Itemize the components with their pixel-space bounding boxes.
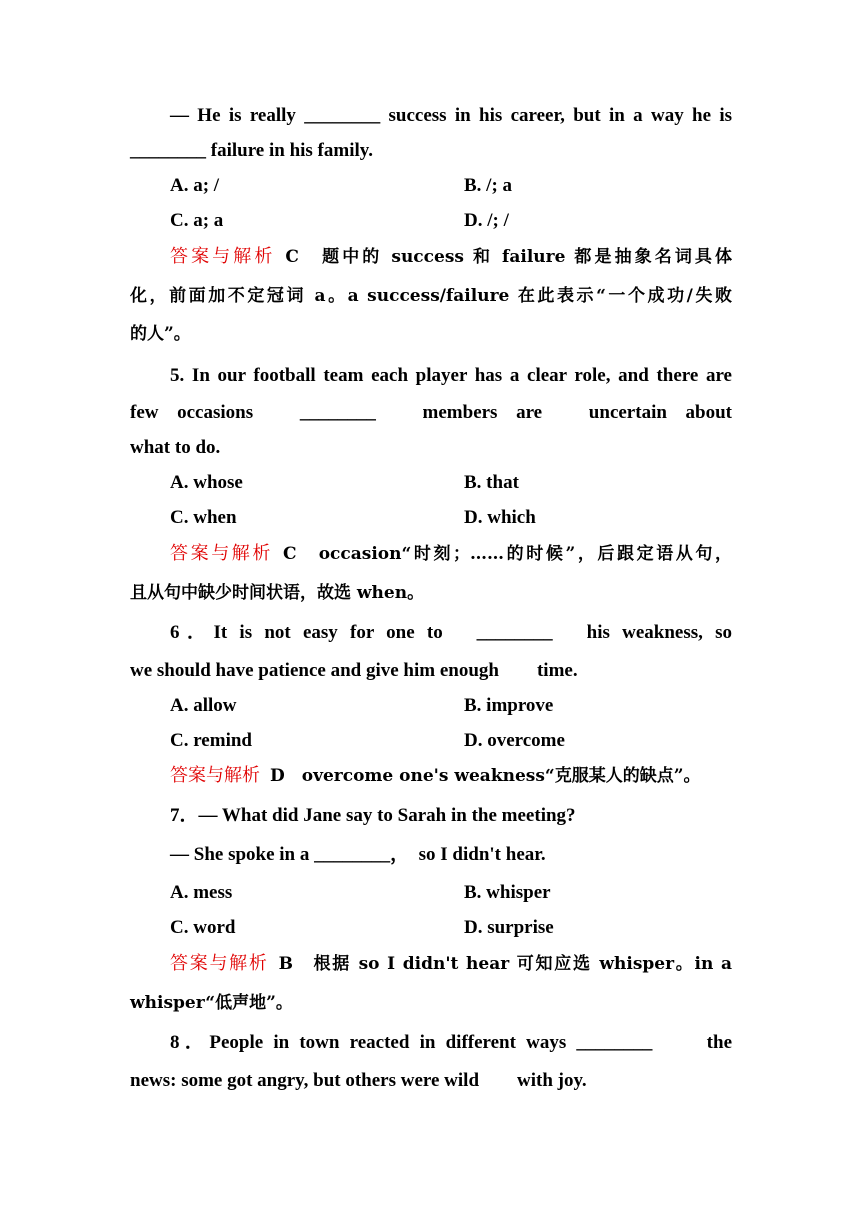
- q6-option-d: D. overcome: [464, 730, 565, 751]
- q7-stem-line-2: — She spoke in a ________， so I didn't hear.: [170, 844, 546, 865]
- q7-answer-line-2: whisper“低声地”。: [130, 993, 293, 1013]
- q7-option-c: C. word: [170, 917, 236, 938]
- q4-answer-line-1: [170, 242, 732, 272]
- answer-label: 答案与解析: [170, 543, 273, 564]
- q6-option-b: B. improve: [464, 695, 554, 716]
- q6-answer-text-1: D overcome one's weakness“克服某人的缺点”。: [270, 766, 701, 786]
- q5-answer-line-2: 且从句中缺少时间状语，故选 when。: [130, 583, 425, 603]
- q7-option-d: D. surprise: [464, 917, 554, 938]
- q5-option-d: D. which: [464, 507, 536, 528]
- q4-option-d: D. /; /: [464, 210, 509, 231]
- q8-stem-line-1: 8．People in town reacted in different ways ________ the: [170, 1032, 732, 1053]
- q6-answer-line-1: [170, 761, 732, 791]
- q5-option-c: C. when: [170, 507, 237, 528]
- answer-label: 答案与解析: [170, 765, 260, 786]
- q5-option-b: B. that: [464, 472, 519, 493]
- q4-stem-line-1: — He is really ________ success in his career, but in a way he is: [170, 105, 732, 126]
- q4-option-c: C. a; a: [170, 210, 224, 231]
- q7-option-a: A. mess: [170, 882, 233, 903]
- q6-option-a: A. allow: [170, 695, 237, 716]
- q4-answer-line-2: 化，前面加不定冠词 a。a success/failure 在此表示“一个成功/失败: [130, 286, 732, 306]
- q4-answer-line-3: 的人”。: [130, 324, 191, 344]
- q4-option-b: B. /; a: [464, 175, 513, 196]
- q6-stem-line-1: 6．It is not easy for one to ________ his weakness, so: [170, 622, 732, 643]
- q6-option-c: C. remind: [170, 730, 252, 751]
- q5-stem-line-1: 5. In our football team each player has a clear role, and there are: [170, 365, 732, 386]
- q4-answer-text-1: C 题中的 success 和 failure 都是抽象名词具体: [285, 247, 733, 267]
- q7-answer-line-1: [170, 949, 732, 979]
- q5-answer-line-1: [170, 539, 732, 569]
- q5-answer-text-1: C occasion“时刻；……的时候”，后跟定语从句，: [282, 544, 732, 564]
- q5-stem-line-2: few occasions ________ members are uncertain about: [130, 402, 732, 423]
- answer-label: 答案与解析: [170, 246, 276, 267]
- q7-option-b: B. whisper: [464, 882, 551, 903]
- q6-stem-line-2: we should have patience and give him enough time.: [130, 660, 578, 681]
- q4-option-a: A. a; /: [170, 175, 220, 196]
- q8-stem-line-2: news: some got angry, but others were wild with joy.: [130, 1070, 587, 1091]
- q4-stem-line-2: ________ failure in his family.: [130, 140, 373, 161]
- answer-label: 答案与解析: [170, 953, 269, 974]
- q7-answer-text-1: B 根据 so I didn't hear 可知应选 whisper。in a: [278, 954, 732, 974]
- q5-option-a: A. whose: [170, 472, 243, 493]
- q5-stem-line-3: what to do.: [130, 437, 221, 458]
- q7-stem-line-1: 7．— What did Jane say to Sarah in the meeting?: [170, 805, 576, 826]
